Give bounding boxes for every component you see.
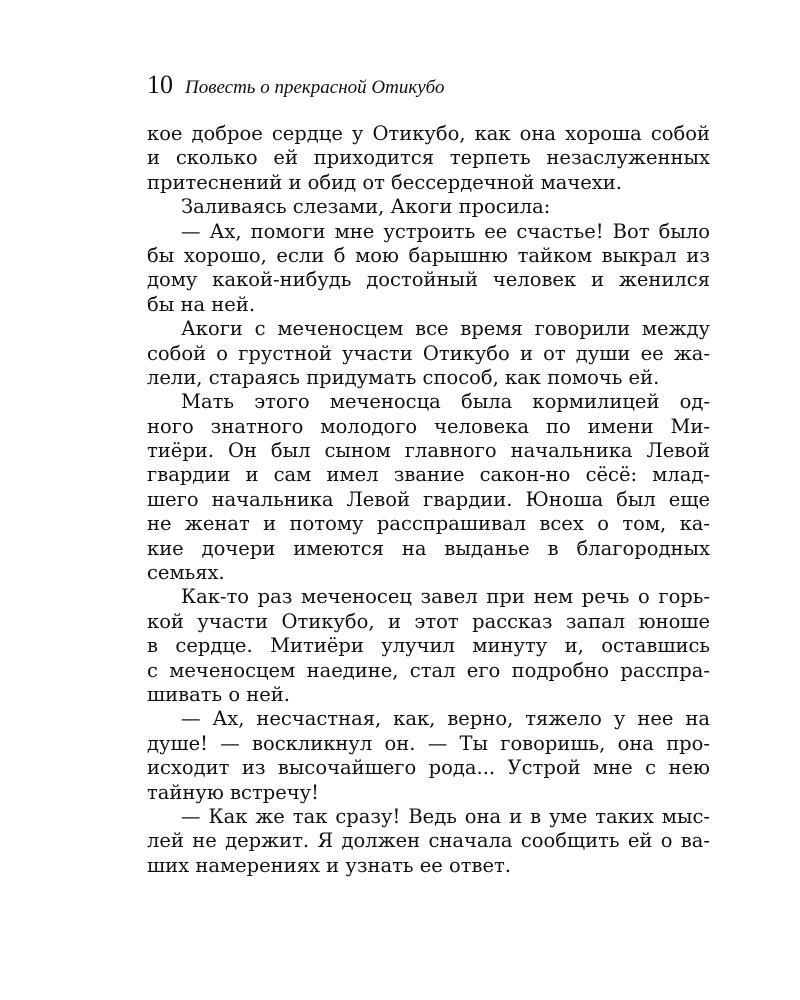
text-line: Заливаясь слезами, Акоги просила: <box>181 195 551 219</box>
text-line: исходит из высочайшего рода... Устрой мне с нею <box>147 756 710 780</box>
text-line: бы на ней. <box>147 292 256 316</box>
page-header <box>147 70 444 100</box>
text-line: дому какой-нибудь достойный человек и женился <box>147 268 710 292</box>
text-line: с меченосцем наедине, стал его подробно расспра- <box>147 658 710 682</box>
text-line: тайную встречу! <box>147 780 319 804</box>
text-line: — Как же так сразу! Ведь она и в уме таких мыс- <box>181 804 710 828</box>
text-line: собой о грустной участи Отикубо и от души ее жа- <box>147 341 710 365</box>
text-line: шивать о ней. <box>147 682 291 706</box>
text-line: шего начальника Левой гвардии. Юноша был еще <box>147 487 710 511</box>
text-line: бы хорошо, если б мою барышню тайком выкрал из <box>147 243 710 267</box>
text-line: гвардии и сам имел звание сакон-но сёсё: млад- <box>147 463 710 487</box>
body-text <box>147 122 710 878</box>
text-line: лели, стараясь придумать способ, как помочь ей. <box>147 365 660 389</box>
text-line: и сколько ей приходится терпеть незаслуженных <box>147 146 710 170</box>
text-line: лей не держит. Я должен сначала сообщить ей о ва- <box>147 829 710 853</box>
text-line: в сердце. Митиёри улучил минуту и, оставшись <box>147 634 710 658</box>
text-line: — Ах, несчастная, как, верно, тяжело у нее на <box>181 707 710 731</box>
text-line: кой участи Отикубо, и этот рассказ запал юноше <box>147 609 710 633</box>
text-line: притеснений и обид от бессердечной мачехи. <box>147 170 622 194</box>
text-line: кие дочери имеются на выданье в благородных <box>147 536 710 560</box>
text-line: тиёри. Он был сыном главного начальника Левой <box>147 439 710 463</box>
text-line: Как-то раз меченосец завел при нем речь о горь- <box>181 585 710 609</box>
text-line: ших намерениях и узнать ее ответ. <box>147 853 512 877</box>
page-number: 10 <box>147 70 173 99</box>
text-line: ного знатного молодого человека по имени Ми- <box>147 414 710 438</box>
text-line: семьях. <box>147 561 225 585</box>
text-line: кое доброе сердце у Отикубо, как она хороша собой <box>147 122 710 145</box>
text-line: Акоги с меченосцем все время говорили между <box>181 317 710 341</box>
text-line: — Ах, помоги мне устроить ее счастье! Вот было <box>181 219 710 243</box>
text-line: не женат и потому расспрашивал всех о том, ка- <box>147 512 710 536</box>
text-line: Мать этого меченосца была кормилицей од- <box>181 390 710 414</box>
running-title: Повесть о прекрасной Отикубо <box>185 77 445 98</box>
text-line: душе! — воскликнул он. — Ты говоришь, она про- <box>147 731 710 755</box>
